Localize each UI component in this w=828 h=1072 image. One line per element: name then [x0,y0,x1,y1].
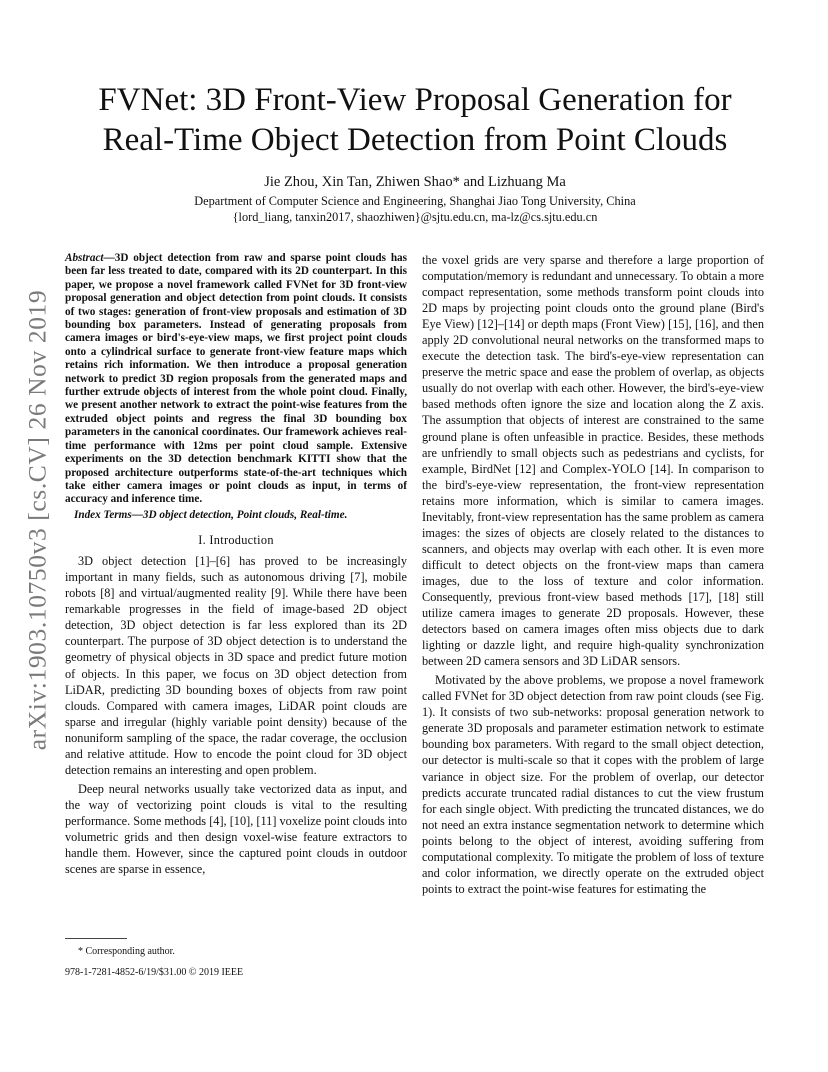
right-paragraph-2: Motivated by the above problems, we propose a novel framework called FVNet for 3D object detection from raw point clouds (see Fig. 1). It consists of two sub-networks: proposal generation network to generate 3D proposals and parameter estimation network to estimate bounding box parameters. With regard to the small object detection, our detector is multi-scale so that it copes with the problem of large variance in object size. For the problem of overlap, our detector predicts accurate truncated radial distances to cut the view frustum for each single object. With predicting the truncated distances, we do not need an extra instance segmentation network to determine which points belong to the object of interest, avoiding suffering from computational complexity. To mitigate the problem of loss of texture and color information, we directly operate on the extruded object points to extract the point-wise features for estimating the [422,673,764,896]
abstract-label: Abstract [65,252,104,264]
right-paragraph-1: the voxel grids are very sparse and therefore a large proportion of computation/memory is redundant and unnecessary. To obtain a more compact representation, some methods transform point clouds into 2D maps by projecting point clouds onto the ground plane (Bird's Eye View) [12]–[14] or depth maps (Front View) [15], [16], and then apply 2D convolutional neural networks on the transformed maps to execute the detection task. The bird's-eye-view representation can preserve the metric space and ease the problem of overlap, as objects usually do not overlap with each other. However, the bird's-eye-view based methods often ignore the size and location along the Z axis. The assumption that objects of interest are constrained to the same ground plane is often unfeasible in practice. Besides, these methods are unfriendly to small objects such as pedestrians and cyclists, for example, BirdNet [12] and Complex-YOLO [14]. In comparison to the bird's-eye-view representation, the front-view representation retains more information, which is similar to camera images. Inevitably, front-view representation has the same problem as camera images: the sizes of objects are closely related to the distances to scanners, and objects may overlap with each other. It is even more difficult to detect objects on the front-view maps than camera images, due to the loss of texture and color information. Consequently, previous front-view based methods [17], [18] still utilize camera images to generate 2D proposals. However, these detectors based on camera images often miss objects due to dark lighting or dazzle light, and require high-quality synchronization between 2D camera sensors and 3D LiDAR sensors. [422,253,764,669]
index-terms-text: —3D object detection, Point clouds, Real-time. [131,508,348,521]
section-heading-introduction: I. Introduction [198,533,274,548]
title-line-1: FVNet: 3D Front-View Proposal Generation for [98,82,732,118]
emails: {lord_liang, tanxin2017, shaozhiwen}@sjtu.edu.cn, ma-lz@cs.sjtu.edu.cn [232,210,598,224]
left-column [65,252,407,877]
index-terms-label: Index Terms [74,508,132,521]
intro-paragraph-2: Deep neural networks usually take vectorized data as input, and the way of vectorizing point clouds is vital to the resulting performance. Some methods [4], [10], [11] voxelize point clouds into volumetric grids and then design voxel-wise feature extractors to handle them. However, since the captured point clouds in outdoor scenes are sparse in essence, [65,781,407,877]
affiliation-block [60,193,770,225]
affiliation: Department of Computer Science and Engineering, Shanghai Jiao Tong University, China [194,194,636,208]
arxiv-stamp-text: arXiv:1903.10750v3 [cs.CV] 26 Nov 2019 [22,289,52,751]
right-column [422,252,764,897]
abstract [65,252,407,507]
footnote: * Corresponding author. [78,946,175,957]
author-list: Jie Zhou, Xin Tan, Zhiwen Shao* and Lizhuang Ma [264,174,566,190]
arxiv-stamp [17,280,57,760]
paper-title [60,80,770,160]
index-terms [65,509,407,522]
copyright-notice: 978-1-7281-4852-6/19/$31.00 © 2019 IEEE [65,967,244,978]
intro-paragraph-1: 3D object detection [1]–[6] has proved to be increasingly important in many fields, such as autonomous driving [7], mobile robots [8] and virtual/augmented reality [9]. While there have been remarkable progresses in the field of image-based 2D object detection, 3D object detection is far less explored than its 2D counterpart. The purpose of 3D object detection is to understand the geometry of physical objects in 3D space and predict future motion of objects. In this paper, we focus on 3D object detection from LiDAR, predicting 3D bounding boxes of objects from raw point clouds. Compared with camera images, LiDAR point clouds are sparse and irregular (highly variable point density) because of the nonuniform sampling of the space, the radar coverage, the occlusion and relative attitude. How to encode the point cloud for 3D object detection remains an interesting and open problem. [65,554,407,777]
title-line-2: Real-Time Object Detection from Point Clouds [102,122,728,158]
footnote-divider [65,938,127,939]
abstract-text: —3D object detection from raw and sparse point clouds has been far less treated to date, compared with its 2D counterpart. In this paper, we propose a novel framework called FVNet for 3D front-view proposal generation and object detection from point clouds. It consists of two stages: generation of front-view proposals and estimation of 3D bounding box parameters. Instead of generating proposals from camera images or bird's-eye-view maps, we first project point clouds onto a cylindrical surface to generate front-view feature maps which retains rich information. We then introduce a proposal generation network to predict 3D region proposals from the generated maps and further extrude objects of interest from the whole point cloud. Finally, we present another network to extract the point-wise features from the extruded object points and regress the final 3D bounding box parameters in the canonical coordinates. Our framework achieves real-time performance with 12ms per point cloud sample. Extensive experiments on the 3D detection benchmark KITTI show that the proposed architecture outperforms state-of-the-art techniques which take either camera images or point clouds as input, in terms of accuracy and inference time. [65,252,407,506]
